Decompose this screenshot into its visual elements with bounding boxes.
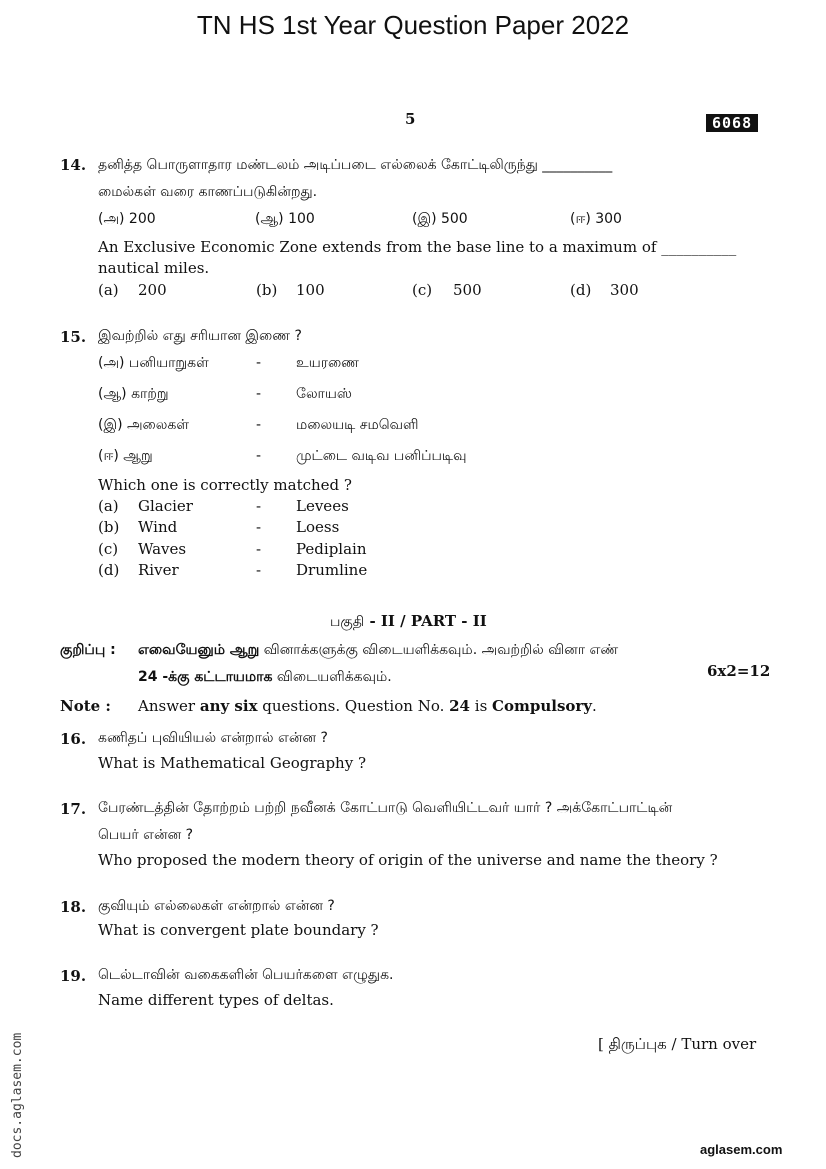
q15-option-a-left: Glacier [138,497,193,515]
note-english-t3: is [470,697,493,715]
q14-option-a-value: 200 [138,281,167,299]
q15-tamil-row-b-left: (ஆ) காற்று [98,386,169,402]
q18-english: What is convergent plate boundary ? [98,921,379,939]
note-english-t2: questions. Question No. [257,697,450,715]
q14-option-b-value: 100 [296,281,325,299]
q14-option-d-value: 300 [610,281,639,299]
q15-option-b-label: (b) [98,518,120,536]
q14-option-d-label: (d) [570,281,592,299]
turn-over-label: [ திருப்புக / Turn over [598,1035,757,1053]
q15-option-b-right: Loess [296,518,340,536]
q15-tamil-row-a-dash: - [256,355,262,371]
note-tamil-rest2: விடையளிக்கவும். [272,669,392,685]
side-watermark: docs.aglasem.com [10,1032,25,1158]
q14-tamil-option-a: (அ) 200 [98,211,156,227]
q14-tamil-option-b: (ஆ) 100 [255,211,315,227]
paper-code-badge: 6068 [706,114,758,132]
q15-tamil-question: இவற்றில் எது சரியான இணை ? [98,328,302,344]
q16-english: What is Mathematical Geography ? [98,754,367,772]
q15-option-c-right: Pediplain [296,540,367,558]
q15-option-a-right: Levees [296,497,349,515]
q15-tamil-row-c-left: (இ) அலைகள் [98,417,190,433]
q15-tamil-row-d-right: முட்டை வடிவ பனிப்படிவு [296,448,467,464]
note-tamil-rest1: வினாக்களுக்கு விடையளிக்கவும். அவற்றில் வினா எண் [259,642,619,658]
part-heading [330,612,487,632]
page-number: 5 [405,110,416,128]
q15-option-d-right: Drumline [296,561,368,579]
q15-tamil-row-c-right: மலையடி சமவெளி [296,417,419,433]
q15-tamil-row-a-right: உயரணை [296,355,359,371]
q15-english-question: Which one is correctly matched ? [98,476,352,494]
q14-option-c-value: 500 [453,281,482,299]
note-english-t4: . [592,697,597,715]
note-english-text [138,697,597,715]
q19-tamil: டெல்டாவின் வகைகளின் பெயர்களை எழுதுக. [98,967,394,983]
q15-option-d-dash: - [256,561,262,579]
q15-option-b-left: Wind [138,518,178,536]
note-tamil-bold1: எவையேனும் ஆறு [138,642,260,658]
part-heading-english: - II / PART - II [364,612,487,630]
question-number-18: 18. [60,898,87,916]
q16-tamil: கணிதப் புவியியல் என்றால் என்ன ? [98,730,328,746]
q18-tamil: குவியும் எல்லைகள் என்றால் என்ன ? [98,898,335,914]
q17-tamil-line1: பேரண்டத்தின் தோற்றம் பற்றி நவீனக் கோட்பாடு வெளியிட்டவர் யார் ? அக்கோட்பாட்டின் [98,800,673,816]
q14-english-line2: nautical miles. [98,259,210,277]
q17-english: Who proposed the modern theory of origin of the universe and name the theory ? [98,851,718,869]
q15-option-a-dash: - [256,497,262,515]
question-number-17: 17. [60,800,87,818]
note-english-compulsory: Compulsory [492,697,593,715]
q15-tamil-row-b-right: லோயஸ் [296,386,352,402]
q14-tamil-line2: மைல்கள் வரை காணப்படுகின்றது. [98,184,318,200]
question-number-15: 15. [60,328,87,346]
note-tamil-line2 [138,669,392,687]
q15-tamil-row-a-left: (அ) பனியாறுகள் [98,355,209,371]
page-header-title: TN HS 1st Year Question Paper 2022 [196,10,630,40]
q19-english: Name different types of deltas. [98,991,334,1009]
q14-option-b-label: (b) [256,281,278,299]
q14-tamil-line1: தனித்த பொருளாதார மண்டலம் அடிப்படை எல்லைக் கோட்டிலிருந்து __________ [98,157,613,173]
q14-english-line1: An Exclusive Economic Zone extends from the base line to a maximum of __________ [98,238,737,256]
q15-option-c-left: Waves [138,540,187,558]
footer-brand: aglasem.com [700,1142,783,1157]
q15-option-c-dash: - [256,540,262,558]
q14-tamil-option-c: (இ) 500 [412,211,468,227]
q15-option-b-dash: - [256,518,262,536]
question-number-16: 16. [60,730,87,748]
note-english-t1: Answer [138,697,200,715]
note-english-question-24: 24 [449,697,470,715]
q15-tamil-row-b-dash: - [256,386,262,402]
q15-tamil-row-c-dash: - [256,417,262,433]
question-number-19: 19. [60,967,87,985]
question-number-14: 14. [60,156,87,174]
q17-tamil-line2: பெயர் என்ன ? [98,827,194,843]
q15-option-d-left: River [138,561,179,579]
q15-option-a-label: (a) [98,497,119,515]
q14-option-c-label: (c) [412,281,433,299]
note-tamil-bold2: 24 -க்கு கட்டாயமாக [138,669,273,685]
q14-option-a-label: (a) [98,281,119,299]
q15-option-d-label: (d) [98,561,120,579]
note-tamil-line1 [138,642,618,660]
q15-tamil-row-d-dash: - [256,448,262,464]
part-heading-tamil: பகுதி [330,614,365,630]
q14-tamil-option-d: (ஈ) 300 [570,211,622,227]
q15-option-c-label: (c) [98,540,119,558]
note-tamil-label: குறிப்பு : [60,642,116,658]
note-english-any-six: any six [199,697,258,715]
q15-tamil-row-d-left: (ஈ) ஆறு [98,448,153,464]
note-english-label: Note : [60,697,111,715]
marks-allocation: 6x2=12 [707,662,771,680]
